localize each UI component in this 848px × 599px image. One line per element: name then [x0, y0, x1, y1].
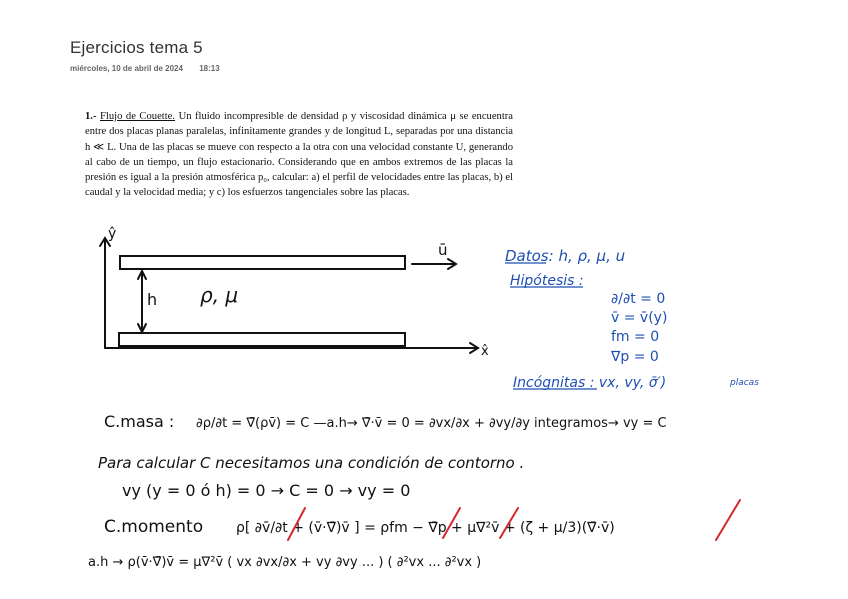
fluid-properties-label: ρ, μ — [200, 283, 239, 307]
x-axis-label: x̂ — [481, 344, 489, 359]
vy-boundary-line: vy (y = 0 ó h) = 0 → C = 0 → vy = 0 — [122, 481, 411, 500]
gap-label: h — [147, 290, 158, 309]
momento-simplified: a.h → ρ(v̄·∇̄)v̄ = μ∇²v̄ ( vx ∂vx/∂x + vy ∂vy ... ) ( ∂²vx ... ∂²vx ) — [88, 555, 482, 570]
incognitas-subscript: placas — [730, 378, 759, 388]
datos-line: Datos: h, ρ, μ, u — [505, 247, 626, 265]
page-date: miércoles, 10 de abril de 2024 — [70, 64, 183, 73]
bottom-plate — [119, 333, 405, 346]
notes-black — [88, 412, 667, 570]
crossout-divv — [716, 500, 740, 540]
page-title: Ejercicios tema 5 — [70, 38, 203, 57]
velocity-label: ū — [438, 241, 448, 259]
y-axis-label: ŷ — [108, 226, 117, 242]
masa-label: C.masa : — [104, 412, 175, 431]
problem-text: Un fluido incompresible de densidad ρ y viscosidad dinámica μ se encuentra entre dos placas planas paralelas, infinitamente grandes y de longitud L, separadas por una distancia h ≪ L. Una de las placas se mueve con respecto a la otra con una velocidad constante U, generando al cabo de un tiempo, un flujo estacionario. Considerando que en ambos extremos de las placas la presión es igual a la presión atmosférica p₀, calcular: a) el perfil de velocidades entre las placas, b) el caudal y la velocidad media; y c) los esfuerzos tangenciales sobre las placas. — [85, 111, 513, 199]
momento-equation: ρ[ ∂v̄/∂t + (v̄·∇̄)v̄ ] = ρfm − ∇̄p + μ∇²v̄ + (ζ + μ/3)(∇̄·v̄) — [236, 520, 615, 536]
incognitas-line: Incógnitas : vx, vy, σ̄′) — [513, 375, 667, 391]
masa-equation: ∂ρ/∂t = ∇̄(ρv̄) = C —a.h→ ∇̄·v̄ = 0 = ∂vx/∂x + ∂vy/∂y integramos→ vy = C — [196, 416, 667, 431]
hipotesis-1: ∂/∂t = 0 — [611, 291, 666, 307]
problem-title: Flujo de Couette. — [100, 111, 176, 122]
top-plate — [120, 256, 405, 269]
hipotesis-4: ∇p = 0 — [611, 349, 659, 365]
page-time: 18:13 — [199, 64, 220, 73]
hipotesis-label: Hipótesis : — [510, 273, 584, 289]
notes-blue — [505, 247, 759, 391]
problem-number: 1.- — [85, 111, 97, 122]
hipotesis-3: fm = 0 — [611, 329, 660, 345]
hipotesis-2: v̄ = v̄(y) — [611, 310, 668, 326]
condicion-contorno-line: Para calcular C necesitamos una condición de contorno . — [98, 454, 525, 472]
momento-label: C.momento — [104, 517, 204, 537]
